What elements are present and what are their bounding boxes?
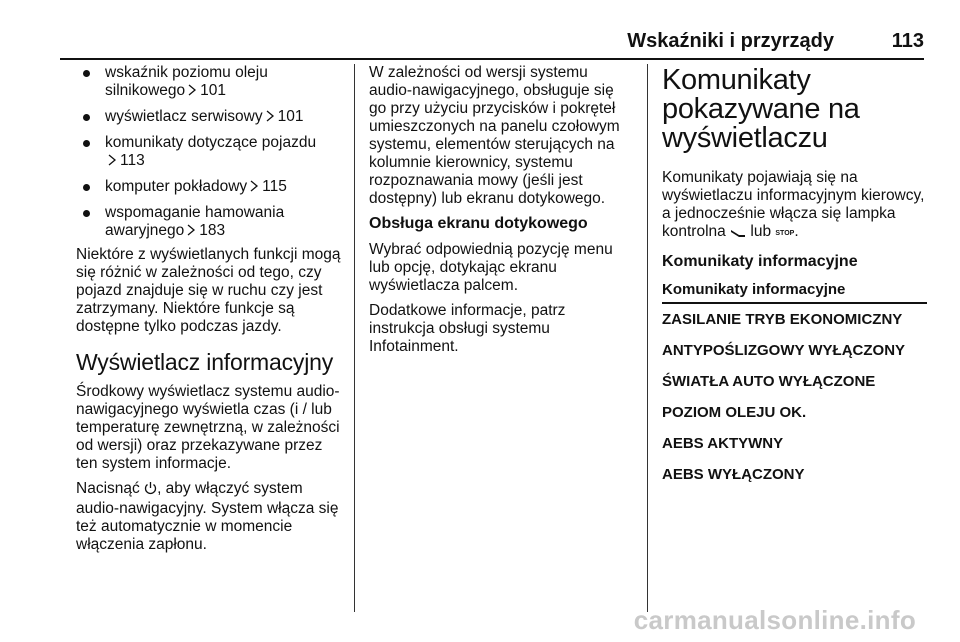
chapter-title: Komunikaty pokazywane na wyświetlaczu	[662, 64, 860, 154]
stop-icon: STOP	[775, 230, 795, 237]
list-item: ANTYPOŚLIZGOWY WYŁĄCZONY	[662, 342, 906, 359]
table-caption: Komunikaty informacyjne	[662, 281, 927, 304]
list-item: AEBS AKTYWNY	[662, 435, 784, 452]
page-reference-icon[interactable]	[186, 224, 196, 236]
column-1	[76, 64, 344, 561]
page-reference[interactable]: 115	[262, 178, 287, 195]
list-item: AEBS WYŁĄCZONY	[662, 466, 805, 483]
section-heading: Wyświetlacz informacyjny	[76, 349, 333, 375]
page-reference-icon[interactable]	[107, 154, 117, 166]
message-list	[662, 304, 927, 490]
page-reference[interactable]: 183	[199, 222, 226, 239]
paragraph: Niektóre z wyświetlanych funkcji mogą się różnić w zależności od tego, czy pojazd znajduje się w ruchu czy jest zatrzymany. Niektóre funkcje są dostępne tylko podczas jazdy.	[76, 246, 341, 335]
feature-list	[76, 64, 344, 240]
paragraph: Komunikaty pojawiają się na wyświetlaczu informacyjnym kierowcy, a jednocześnie włącza się lampka kontrolna lub STOP.	[662, 169, 927, 243]
page-header	[60, 28, 924, 60]
list-item: ZASILANIE TRYB EKONOMICZNY	[662, 311, 903, 328]
list-item: POZIOM OLEJU OK.	[662, 404, 807, 421]
subsection-heading: Obsługa ekranu dotykowego	[369, 215, 588, 232]
page-header-title: Wskaźniki i przyrządy	[627, 30, 834, 52]
page-reference-icon[interactable]	[249, 180, 259, 192]
subsection-heading: Komunikaty informacyjne	[662, 253, 858, 270]
bullet-icon	[83, 114, 90, 121]
column-2	[369, 64, 634, 363]
paragraph: Dodatkowe informacje, patrz instrukcja obsługi systemu Infotainment.	[369, 302, 566, 355]
paragraph: Wybrać odpowiednią pozycję menu lub opcję, dotykając ekranu wyświetlacza palcem.	[369, 241, 613, 294]
page-reference-icon[interactable]	[265, 110, 275, 122]
page-reference-icon[interactable]	[187, 84, 197, 96]
column-divider-1	[354, 64, 355, 612]
wrench-icon	[730, 225, 746, 243]
page-reference[interactable]: 101	[277, 108, 304, 125]
paragraph: Nacisnąć , aby włączyć system audio-nawigacyjny. System włącza się też automatycznie w momencie włączenia zapłonu.	[76, 480, 339, 553]
power-icon	[144, 481, 157, 500]
list-item: wskaźnik poziomu oleju silnikowego 101	[76, 64, 344, 100]
page-number: 113	[891, 30, 924, 52]
list-item: wyświetlacz serwisowy 101	[76, 108, 344, 126]
column-3	[662, 64, 927, 490]
list-item: komunikaty dotyczące pojazdu 113	[76, 134, 344, 170]
bullet-icon	[83, 140, 90, 147]
watermark: carmanualsonline.info	[633, 605, 916, 635]
bullet-icon	[83, 210, 90, 217]
bullet-icon	[83, 70, 90, 77]
column-divider-2	[647, 64, 648, 612]
paragraph: W zależności od wersji systemu audio-nawigacyjnego, obsługuje się go przy użyciu przycisków i pokręteł umieszczonych na panelu czołowym systemu, elementów sterujących na kolumnie kierownicy, systemu rozpoznawania mowy (jeśli jest dostępny) lub ekranu dotykowego.	[369, 64, 620, 207]
page-reference[interactable]: 113	[120, 152, 145, 169]
paragraph: Środkowy wyświetlacz systemu audio-nawigacyjnego wyświetla czas (i / lub temperaturę zewnętrzną, w zależności od wersji) oraz przekazywane przez ten system informacje.	[76, 383, 340, 472]
list-item: wspomaganie hamowania awaryjnego 183	[76, 204, 344, 240]
bullet-icon	[83, 184, 90, 191]
list-item: komputer pokładowy 115	[76, 178, 344, 196]
list-item: ŚWIATŁA AUTO WYŁĄCZONE	[662, 373, 876, 390]
page-reference[interactable]: 101	[200, 82, 227, 99]
